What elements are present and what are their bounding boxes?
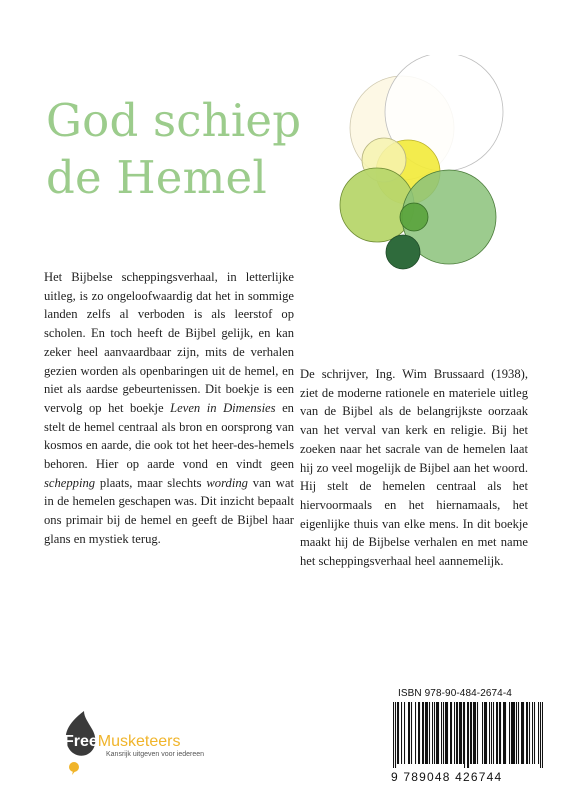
- barcode-bar: [425, 702, 426, 764]
- barcode-bar: [459, 702, 460, 764]
- barcode-bar: [482, 702, 483, 764]
- publisher-name-musketeers: Musketeers: [97, 733, 181, 750]
- barcode-bar: [485, 702, 486, 764]
- barcode-bar: [475, 702, 476, 764]
- title-line-1: God schiep: [46, 94, 302, 147]
- barcode-bar: [491, 702, 492, 764]
- barcode-bar: [457, 702, 458, 764]
- barcode-bar: [437, 702, 438, 764]
- barcode-bar: [415, 702, 416, 764]
- barcode-bar: [467, 702, 468, 768]
- barcode-bar: [486, 702, 487, 764]
- barcode-bar: [393, 702, 394, 768]
- barcode-bar: [500, 702, 501, 764]
- barcode-bar: [441, 702, 442, 764]
- barcode-bar: [398, 702, 399, 764]
- barcode-bar: [468, 702, 469, 768]
- barcode-bar: [538, 702, 539, 764]
- barcode-bar: [470, 702, 471, 764]
- italic-text-run: schepping: [44, 475, 96, 490]
- barcode-bar: [521, 702, 522, 764]
- barcode-bar: [423, 702, 424, 764]
- barcode-bar: [432, 702, 433, 764]
- barcode-bar: [523, 702, 524, 764]
- barcode-bar: [445, 702, 446, 764]
- barcode-bar: [438, 702, 439, 764]
- barcode-bar: [434, 702, 435, 764]
- barcode-bar: [450, 702, 451, 764]
- barcode-bar: [454, 702, 455, 764]
- text-run: van wat in de hemelen geschapen was. Dit inzicht bepaalt ons primair bij de hemel en geeft de Bijbel haar glans en mystiek terug.: [44, 475, 294, 546]
- barcode-bar: [422, 702, 423, 764]
- text-run: Het Bijbelse scheppingsverhaal, in letterlijke uitleg, is zo ongeloofwaardig dat het in sommige landen zelfs al verboden is als leerstof op scholen. En toch heeft de Bijbel gelijk, en kan zeker heel aanvaardbaar zijn, mits de verhalen gezien worden als openbaringen uit de hemel, en niet als aardse gebeurtenissen. Dit boekje is een vervolg op het boekje: [44, 270, 294, 415]
- barcode-bar: [456, 702, 457, 764]
- barcode-bar: [496, 702, 497, 764]
- barcode-bar: [514, 702, 515, 764]
- barcode-bar: [512, 702, 513, 764]
- barcode-bar: [542, 702, 543, 768]
- barcode-bar: [409, 702, 410, 764]
- barcode-bar: [446, 702, 447, 764]
- barcode-bar: [497, 702, 498, 764]
- barcode-bar: [411, 702, 412, 764]
- publisher-name: [64, 733, 181, 751]
- text-run: en stelt de hemel centraal als bron en oorsprong van kosmos en aarde, die ook tot het heer-des-hemels behoren. Hier op aarde vond en vindt geen: [44, 400, 294, 472]
- text-run: plaats, maar slechts: [95, 475, 207, 490]
- green-circle: [400, 203, 428, 231]
- dark-green-circle: [386, 235, 420, 269]
- barcode-bar: [474, 702, 475, 764]
- barcode-bar: [464, 702, 465, 768]
- title-line-2: de Hemel: [46, 151, 267, 204]
- barcode-bar: [504, 702, 505, 764]
- barcode-bar: [511, 702, 512, 764]
- barcode-bar: [418, 702, 419, 764]
- barcode-bar: [489, 702, 490, 764]
- italic-text-run: Leven in Dimensies: [170, 400, 276, 415]
- barcode-bar: [516, 702, 517, 764]
- barcode-bar: [447, 702, 448, 764]
- barcode-bar: [463, 702, 464, 764]
- ean-digits: 9 789048 426744: [391, 770, 503, 784]
- description-left: [44, 268, 294, 549]
- barcode-bar: [395, 702, 396, 768]
- barcode-bar: [461, 702, 462, 764]
- barcode-bar: [429, 702, 430, 764]
- barcode-bar: [408, 702, 409, 764]
- barcode-bar: [532, 702, 533, 764]
- barcode-bar: [460, 702, 461, 764]
- barcode-bar: [526, 702, 527, 764]
- barcode-bar: [513, 702, 514, 764]
- barcode-bar: [534, 702, 535, 764]
- publisher-name-free: Free: [64, 733, 98, 750]
- author-paragraph: De schrijver, Ing. Wim Brussaard (1938), ziet de moderne rationele en materiele uitleg van de Bijbel als de belangrijkste oorzaak van het verval van kerk en religie. Bij het zoeken naar het sacrale van de hemelen laat hij zo veel mogelijk de Bijbel aan het woord. Hij stelt de hemelen centraal als het hiervoormaals en het hiernamaals, het eigenlijke thuis van elke mens. In dit boekje maakt hij de Bijbelse verhalen en met name het scheppingsverhaal heel aannemelijk.: [300, 367, 528, 569]
- barcode-bar: [493, 702, 494, 764]
- barcode: [393, 702, 543, 768]
- barcode-bar: [471, 702, 472, 764]
- barcode-bar: [427, 702, 428, 764]
- barcode-bar: [484, 702, 485, 764]
- italic-text-run: wording: [206, 475, 248, 490]
- barcode-bar: [503, 702, 504, 764]
- barcode-bar: [477, 702, 478, 764]
- barcode-bar: [443, 702, 444, 764]
- barcode-bar: [473, 702, 474, 764]
- barcode-bar: [505, 702, 506, 764]
- barcode-bar: [451, 702, 452, 764]
- barcode-bar: [529, 702, 530, 764]
- publisher-tagline: Kansrijk uitgeven voor iedereen: [106, 751, 205, 758]
- barcode-bar: [509, 702, 510, 764]
- isbn-label: ISBN 978-90-484-2674-4: [398, 688, 512, 699]
- light-green-circle: [340, 168, 414, 242]
- book-title: [46, 92, 301, 206]
- barcode-bar: [527, 702, 528, 764]
- circles-illustration: [330, 55, 520, 275]
- description-paragraph: [44, 268, 294, 549]
- barcode-bar: [404, 702, 405, 764]
- barcode-bar: [426, 702, 427, 764]
- description-right: [300, 365, 528, 571]
- barcode-bar: [499, 702, 500, 764]
- barcode-bar: [522, 702, 523, 764]
- barcode-bar: [540, 702, 541, 768]
- barcode-bar: [401, 702, 402, 764]
- barcode-bar: [436, 702, 437, 764]
- barcode-bar: [419, 702, 420, 764]
- barcode-bar: [518, 702, 519, 764]
- barcode-bar: [397, 702, 398, 764]
